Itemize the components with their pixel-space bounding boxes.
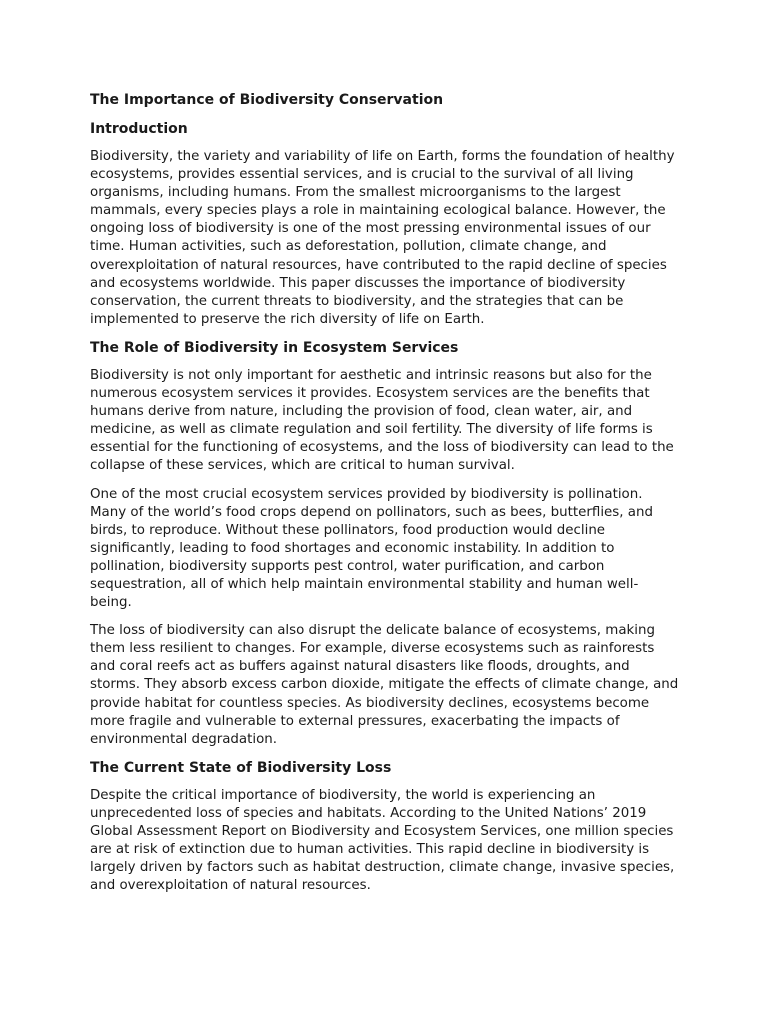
- section-biodiversity-loss-heading: The Current State of Biodiversity Loss: [90, 759, 392, 776]
- document-body: [90, 91, 680, 905]
- document-title: The Importance of Biodiversity Conservation: [90, 92, 444, 108]
- ecosystem-services-paragraph-1: Biodiversity is not only important for aesthetic and intrinsic reasons but also for the numerous ecosystem services it provides. Ecosystem services are the benefits that humans derive from nature, including the provision of food, clean water, air, and medicine, as well as climate regulation and soil fertility. The diversity of life forms is essential for the functioning of ecosystems, and the loss of biodiversity can lead to the collapse of these services, which are critical to human survival.: [90, 367, 674, 474]
- ecosystem-services-paragraph-3: The loss of biodiversity can also disrupt the delicate balance of ecosystems, making them less resilient to changes. For example, diverse ecosystems such as rainforests and coral reefs act as buffers against natural disasters like floods, droughts, and storms. They absorb excess carbon dioxide, mitigate the effects of climate change, and provide habitat for countless species. As biodiversity declines, ecosystems become more fragile and vulnerable to external pressures, exacerbating the impacts of environmental degradation.: [90, 623, 679, 747]
- ecosystem-services-paragraph-2: One of the most crucial ecosystem services provided by biodiversity is pollination. Many of the world’s food crops depend on pollinators, such as bees, butterflies, and birds, to reproduce. Without these pollinators, food production would decline significantly, leading to food shortages and economic instability. In addition to pollination, biodiversity supports pest control, water purification, and carbon sequestration, all of which help maintain environmental stability and human well-being.: [90, 486, 653, 611]
- biodiversity-loss-paragraph-1: Despite the critical importance of biodiversity, the world is experiencing an unprecedented loss of species and habitats. According to the United Nations’ 2019 Global Assessment Report on Biodiversity and Ecosystem Services, one million species are at risk of extinction due to human activities. This rapid decline in biodiversity is largely driven by factors such as habitat destruction, climate change, invasive species, and overexploitation of natural resources.: [90, 787, 675, 894]
- intro-paragraph: Biodiversity, the variety and variability of life on Earth, forms the foundation of healthy ecosystems, provides essential services, and is crucial to the survival of all living organisms, including humans. From the smallest microorganisms to the largest mammals, every species plays a role in maintaining ecological balance. However, the ongoing loss of biodiversity is one of the most pressing environmental issues of our time. Human activities, such as deforestation, pollution, climate change, and overexploitation of natural resources, have contributed to the rapid decline of species and ecosystems worldwide. This paper discusses the importance of biodiversity conservation, the current threats to biodiversity, and the strategies that can be implemented to preserve the rich diversity of life on Earth.: [90, 149, 675, 327]
- intro-heading: Introduction: [90, 121, 188, 137]
- section-ecosystem-services-heading: The Role of Biodiversity in Ecosystem Services: [90, 339, 459, 356]
